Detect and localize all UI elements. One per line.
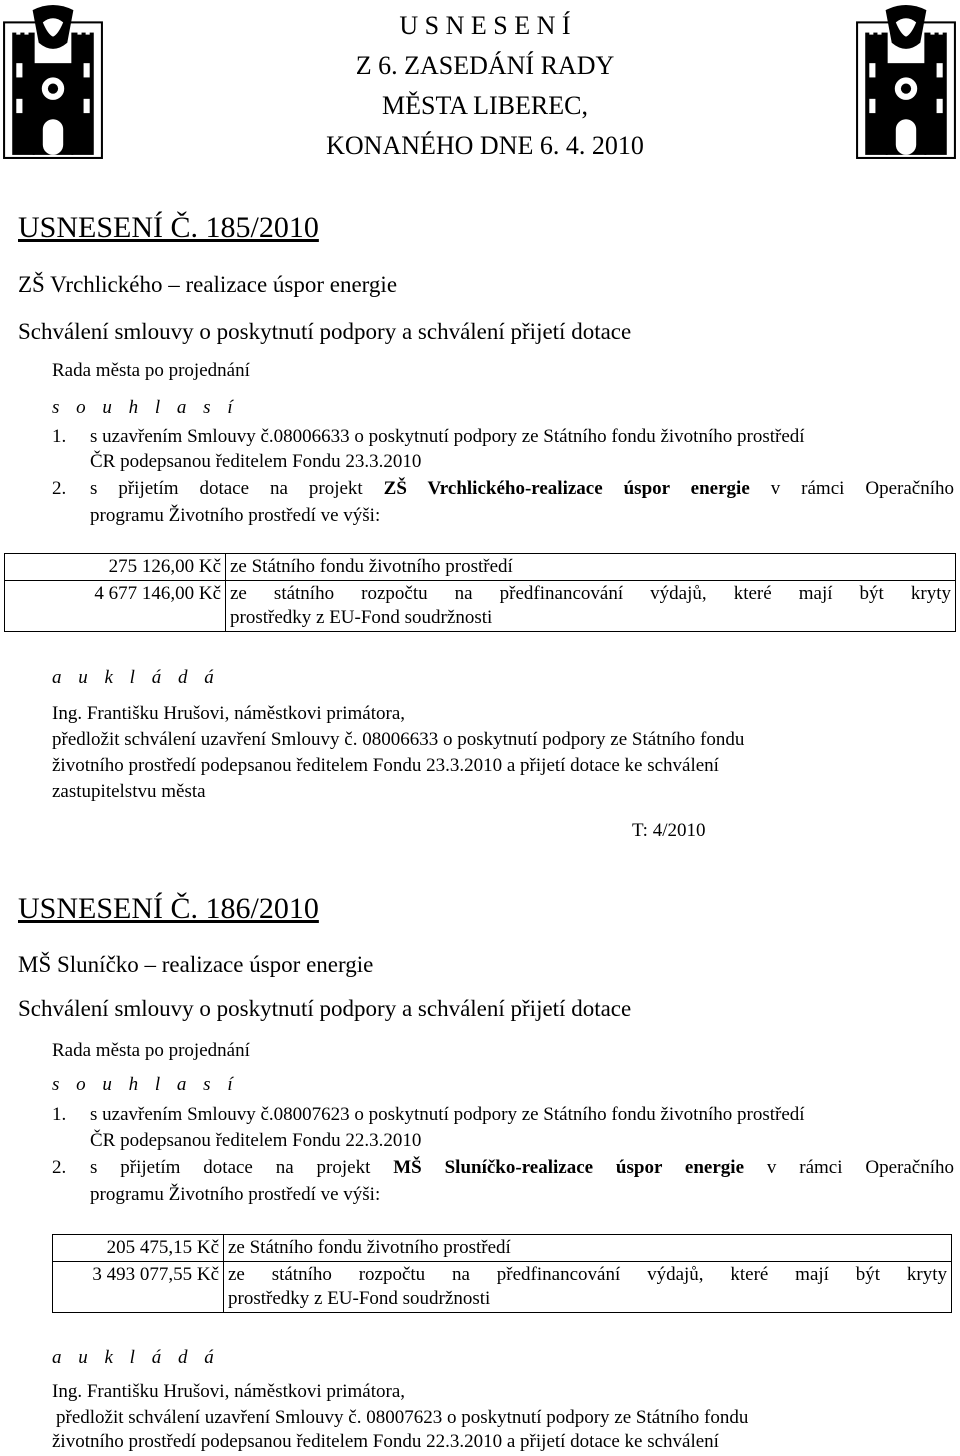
item-number: 1.: [52, 1104, 67, 1125]
resolution-186-assign-line-3: životního prostředí podepsanou ředitelem Fondu 22.3.2010 a přijetí dotace ke schválení: [52, 1431, 719, 1452]
funding-amount: 205 475,15 Kč: [53, 1235, 224, 1262]
header-line-3: MĚSTA LIBEREC,: [382, 91, 588, 120]
table-row: [53, 1235, 952, 1262]
resolution-185-assign-line-4: zastupitelstvu města: [52, 781, 206, 802]
item-number: 1.: [52, 426, 67, 447]
document-header: [270, 6, 700, 166]
table-row: [5, 554, 956, 581]
resolution-185-intro: Rada města po projednání: [52, 360, 250, 381]
item-number: 2.: [52, 478, 67, 499]
resolution-185-topic: Schválení smlouvy o poskytnutí podpory a schválení přijetí dotace: [18, 319, 632, 344]
liberec-coat-of-arms-right: [855, 2, 957, 160]
resolution-186-item-2-line-1: [90, 1157, 954, 1179]
resolution-185-title: USNESENÍ Č. 185/2010: [18, 211, 319, 244]
item-2-text-pre: s přijetím dotace na projekt: [90, 1157, 371, 1178]
resolution-185-funding-table: [4, 553, 956, 632]
item-2-text-pre: s přijetím dotace na projekt: [90, 478, 363, 499]
resolution-185-assign-line-1: Ing. Františku Hrušovi, náměstkovi primátora,: [52, 703, 406, 724]
resolution-186-intro: Rada města po projednání: [52, 1040, 250, 1061]
header-line-1: U S N E S E N Í: [399, 11, 571, 40]
resolution-186-item-2-line-2: programu Životního prostředí ve výši:: [90, 1184, 381, 1205]
resolution-185-item-2-line-2: programu Životního prostředí ve výši:: [90, 505, 381, 526]
funding-source-line-2: prostředky z EU-Fond soudržnosti: [230, 607, 493, 628]
funding-amount: 4 677 146,00 Kč: [5, 581, 226, 632]
table-row: [5, 581, 956, 632]
item-2-text-post: v rámci Operačního: [770, 478, 954, 499]
funding-source-line-2: prostředky z EU-Fond soudržnosti: [228, 1288, 491, 1309]
funding-amount: 3 493 077,55 Kč: [53, 1262, 224, 1313]
funding-source-line-1: ze státního rozpočtu na předfinancování výdajů, které mají být kryty: [228, 1264, 947, 1285]
resolution-186-item-1-line-2: ČR podepsanou ředitelem Fondu 22.3.2010: [90, 1130, 422, 1151]
project-name: ZŠ Vrchlického-realizace úspor energie: [383, 478, 750, 499]
resolution-185-verb-imposes: a u k l á d á: [52, 667, 220, 688]
resolution-185-deadline: T: 4/2010: [632, 820, 706, 841]
header-line-4: KONANÉHO DNE 6. 4. 2010: [326, 131, 644, 160]
resolution-185-assign-line-3: životního prostředí podepsanou ředitelem Fondu 23.3.2010 a přijetí dotace ke schválení: [52, 755, 719, 776]
resolution-186-topic: Schválení smlouvy o poskytnutí podpory a schválení přijetí dotace: [18, 996, 632, 1021]
resolution-186-item-1-line-1: s uzavřením Smlouvy č.08007623 o poskytnutí podpory ze Státního fondu životního prostředí: [90, 1104, 805, 1125]
funding-source: ze Státního fondu životního prostředí: [226, 554, 956, 581]
resolution-185-verb-agrees: s o u h l a s í: [52, 397, 239, 418]
resolution-185-item-2-line-1: [90, 478, 954, 500]
resolution-185-assign-line-2: předložit schválení uzavření Smlouvy č. 08006633 o poskytnutí podpory ze Státního fondu: [52, 729, 745, 750]
resolution-185-subject: ZŠ Vrchlického – realizace úspor energie: [18, 272, 398, 297]
funding-amount: 275 126,00 Kč: [5, 554, 226, 581]
resolution-185-item-1-line-2: ČR podepsanou ředitelem Fondu 23.3.2010: [90, 451, 422, 472]
item-number: 2.: [52, 1157, 67, 1178]
table-row: [53, 1262, 952, 1313]
resolution-186-assign-line-1: Ing. Františku Hrušovi, náměstkovi primátora,: [52, 1381, 406, 1402]
funding-source: ze Státního fondu životního prostředí: [224, 1235, 952, 1262]
funding-source: [226, 581, 956, 632]
resolution-186-subject: MŠ Sluníčko – realizace úspor energie: [18, 952, 374, 977]
liberec-coat-of-arms-left: [2, 2, 104, 160]
resolution-186-assign-line-2: předložit schválení uzavření Smlouvy č. 08007623 o poskytnutí podpory ze Státního fondu: [56, 1407, 749, 1428]
project-name: MŠ Sluníčko-realizace úspor energie: [393, 1157, 744, 1178]
resolution-186-verb-agrees: s o u h l a s í: [52, 1074, 239, 1095]
funding-source-line-1: ze státního rozpočtu na předfinancování výdajů, které mají být kryty: [230, 583, 951, 604]
item-2-text-post: v rámci Operačního: [766, 1157, 954, 1178]
resolution-185-item-1-line-1: s uzavřením Smlouvy č.08006633 o poskytnutí podpory ze Státního fondu životního prostředí: [90, 426, 805, 447]
header-line-2: Z 6. ZASEDÁNÍ RADY: [355, 51, 615, 80]
resolution-186-funding-table: [52, 1234, 952, 1313]
resolution-186-title: USNESENÍ Č. 186/2010: [18, 892, 319, 925]
funding-source: [224, 1262, 952, 1313]
resolution-186-verb-imposes: a u k l á d á: [52, 1347, 220, 1368]
